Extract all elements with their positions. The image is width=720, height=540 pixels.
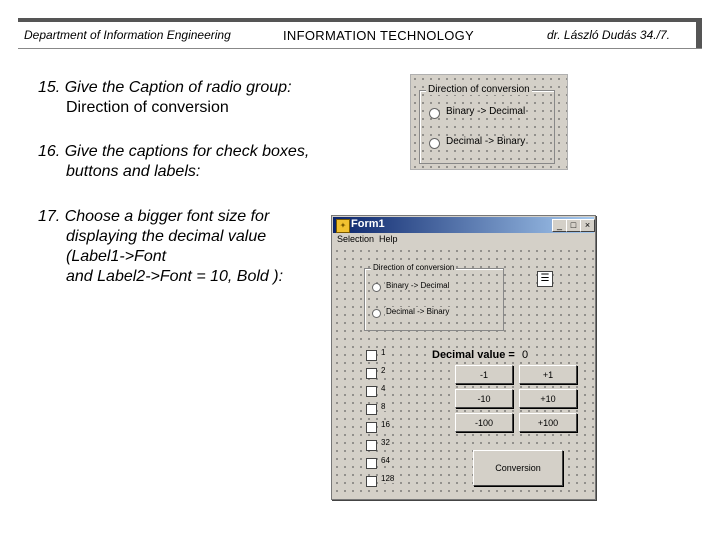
step-text-cont: buttons and labels: <box>66 163 201 180</box>
step-text: Choose a bigger font size for <box>64 208 270 225</box>
step-text: Give the Caption of radio group: <box>64 79 292 96</box>
header-department: Department of Information Engineering <box>24 28 231 42</box>
radio-group-preview <box>410 74 568 170</box>
radio-label: Binary -> Decimal <box>446 106 526 117</box>
checkbox-label: 4 <box>381 384 386 393</box>
checkbox-bit[interactable] <box>366 458 377 469</box>
step-text-cont: and Label2->Font = 10, Bold ): <box>66 268 284 285</box>
radio-binary-decimal[interactable] <box>372 283 381 292</box>
minus-1-button[interactable]: -1 <box>455 365 513 384</box>
step-number: 17. <box>38 208 61 225</box>
conversion-button[interactable]: Conversion <box>473 450 563 486</box>
conversion-group <box>364 263 504 331</box>
plus-1-button[interactable]: +1 <box>519 365 577 384</box>
minus-100-button[interactable]: -100 <box>455 413 513 432</box>
checkbox-label: 32 <box>381 438 390 447</box>
step-text: Give the captions for check boxes, <box>64 143 310 160</box>
step-text-cont: (Label1->Font <box>66 248 167 265</box>
radio-group-caption: Direction of conversion <box>428 84 530 95</box>
radio-binary-decimal[interactable] <box>429 108 440 119</box>
checkbox-bit[interactable] <box>366 440 377 451</box>
plus-100-button[interactable]: +100 <box>519 413 577 432</box>
step-16 <box>38 142 309 182</box>
form-title: Form1 <box>351 218 385 230</box>
group-caption: Direction of conversion <box>373 263 455 272</box>
header-top-bar <box>18 18 702 22</box>
checkbox-label: 64 <box>381 456 390 465</box>
checkbox-label: 8 <box>381 402 386 411</box>
form-titlebar[interactable] <box>333 217 594 233</box>
step-number: 16. <box>38 143 61 160</box>
header-title: INFORMATION TECHNOLOGY <box>283 28 475 43</box>
menu-help[interactable]: Help <box>379 234 398 244</box>
close-button[interactable]: × <box>580 219 595 232</box>
checkbox-bit[interactable] <box>366 476 377 487</box>
form-client-area <box>333 247 594 498</box>
minimize-button[interactable]: _ <box>552 219 567 232</box>
radio-group-box <box>419 84 555 164</box>
checkbox-bit[interactable] <box>366 404 377 415</box>
decimal-value-label: Decimal value = <box>432 349 515 361</box>
radio-decimal-binary[interactable] <box>429 138 440 149</box>
radio-decimal-binary[interactable] <box>372 309 381 318</box>
decimal-value: 0 <box>522 349 529 361</box>
step-15 <box>38 78 292 118</box>
header-corner-bar <box>696 18 702 48</box>
header-author-page: dr. László Dudás 34./7. <box>547 28 670 42</box>
checkbox-bit[interactable] <box>366 386 377 397</box>
minus-10-button[interactable]: -10 <box>455 389 513 408</box>
plus-10-button[interactable]: +10 <box>519 389 577 408</box>
checkbox-bit[interactable] <box>366 350 377 361</box>
checkbox-label: 16 <box>381 420 390 429</box>
checkbox-bit[interactable] <box>366 422 377 433</box>
step-17 <box>38 207 283 287</box>
maximize-button[interactable]: □ <box>566 219 581 232</box>
step-number: 15. <box>38 79 61 96</box>
radio-label: Decimal -> Binary <box>446 136 526 147</box>
step-text-cont: displaying the decimal value <box>66 228 267 245</box>
checkbox-label: 128 <box>381 474 395 483</box>
step-text-cont: Direction of conversion <box>66 99 229 116</box>
radio-label: Decimal -> Binary <box>386 307 450 316</box>
checkbox-label: 1 <box>381 348 386 357</box>
checkbox-label: 2 <box>381 366 386 375</box>
menu-selection[interactable]: Selection <box>337 234 375 244</box>
checkbox-bit[interactable] <box>366 368 377 379</box>
form-menubar <box>333 234 594 246</box>
radio-label: Binary -> Decimal <box>386 281 450 290</box>
form-window <box>331 215 596 500</box>
app-icon: ✦ <box>336 219 350 233</box>
header-underline <box>18 48 702 49</box>
main-menu-icon[interactable]: ☰ <box>537 271 553 287</box>
